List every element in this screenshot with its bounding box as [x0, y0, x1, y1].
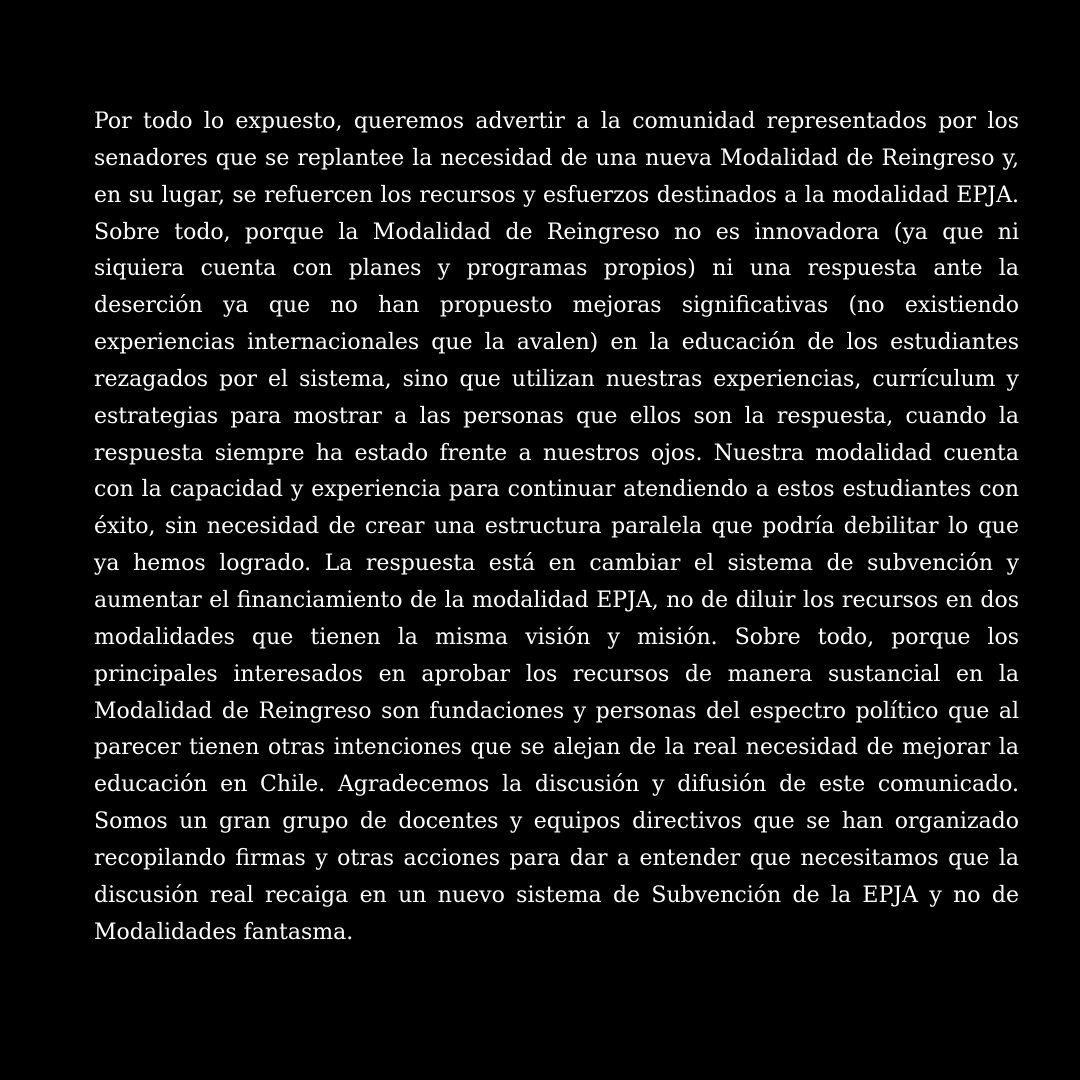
- body-paragraph: Por todo lo expuesto, queremos advertir a la comunidad representados por los senadores que se replantee la necesidad de una nueva Modalidad de Reingreso y, en su lugar, se refuercen los recursos y esfuerzos destinados a la modalidad EPJA. Sobre todo, porque la Modalidad de Reingreso no es innovadora (ya que ni siquiera cuenta con planes y programas propios) ni una respuesta ante la deserción ya que no han propuesto mejoras significativas (no existiendo experiencias internacionales que la avalen) en la educación de los estudiantes rezagados por el sistema, sino que utilizan nuestras experiencias, currículum y estrategias para mostrar a las personas que ellos son la respuesta, cuando la respuesta siempre ha estado frente a nuestros ojos. Nuestra modalidad cuenta con la capacidad y experiencia para continuar atendiendo a estos estudiantes con éxito, sin necesidad de crear una estructura paralela que podría debilitar lo que ya hemos logrado. La respuesta está en cambiar el sistema de subvención y aumentar el financiamiento de la modalidad EPJA, no de diluir los recursos en dos modalidades que tienen la misma visión y misión. Sobre todo, porque los principales interesados en aprobar los recursos de manera sustancial en la Modalidad de Reingreso son fundaciones y personas del espectro político que al parecer tienen otras intenciones que se alejan de la real necesidad de mejorar la educación en Chile. Agradecemos la discusión y difusión de este comunicado. Somos un gran grupo de docentes y equipos directivos que se han organizado recopilando firmas y otras acciones para dar a entender que necesitamos que la discusión real recaiga en un nuevo sistema de Subvención de la EPJA y no de Modalidades fantasma.: [94, 109, 1019, 945]
